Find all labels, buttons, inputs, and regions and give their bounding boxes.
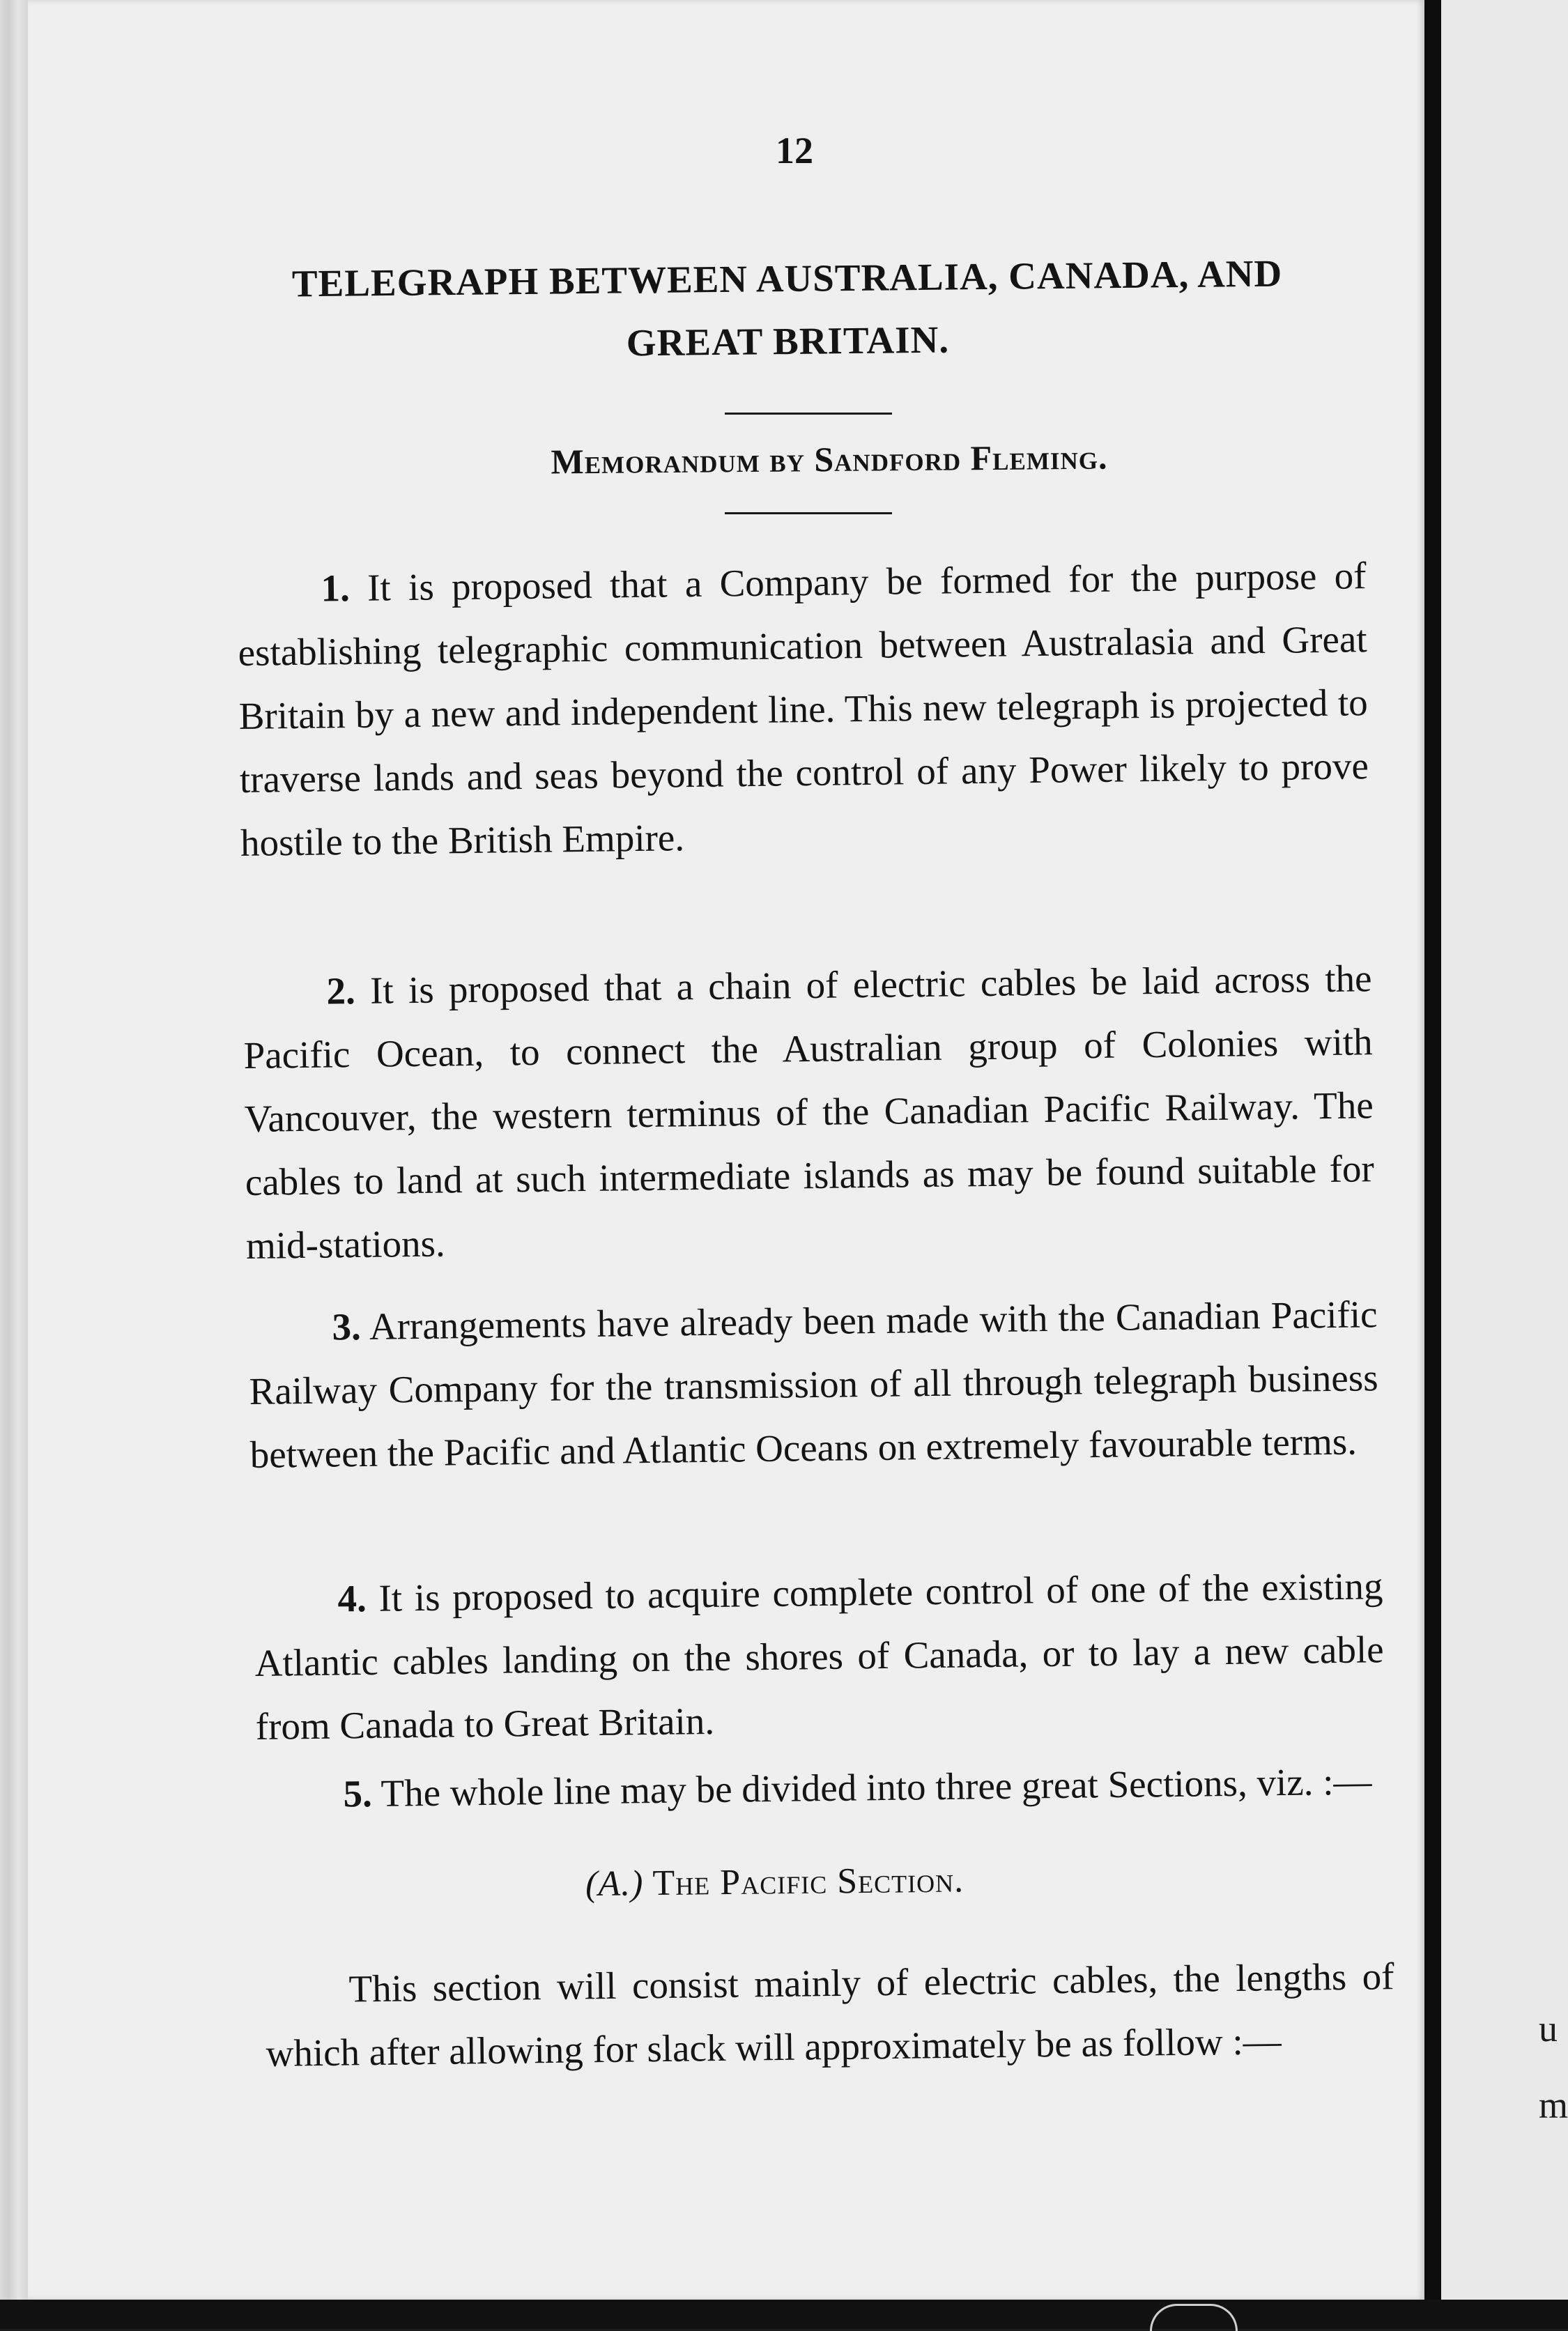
section-heading bbox=[585, 1858, 1144, 1905]
paragraph-text: Arrangements have already been made with the Canadian Pacific Railway Company for the transmission of all through telegraph business between the Pacific and Atlantic Oceans on extremely favourable terms. bbox=[249, 1293, 1378, 1476]
paragraph-text: The whole line may be divided into three great Sections, viz. :— bbox=[381, 1760, 1372, 1815]
paragraph-text: It is proposed that a chain of electric cables be laid across the Pacific Ocean, to connect the Australian group of Colonies with Vancouver, the western terminus of the Canadian Pacific Railway. The cables to land at such intermediate islands as may be found suitable for mid-stations. bbox=[243, 957, 1375, 1267]
page-number: 12 bbox=[776, 130, 813, 171]
paragraph-number: 1. bbox=[321, 567, 351, 610]
paragraph-4 bbox=[254, 1554, 1385, 1758]
paragraph-3 bbox=[248, 1282, 1379, 1486]
paragraph-text: This section will consist mainly of electric cables, the lengths of which after allowing for slack will approximately be as follow :— bbox=[266, 1955, 1394, 2075]
title-line-2: GREAT BRITAIN. bbox=[626, 318, 950, 364]
adjacent-page-fragment: u bbox=[1539, 2008, 1558, 2049]
paragraph-5 bbox=[259, 1749, 1389, 1826]
memorandum-byline: Memorandum by Sandford Fleming. bbox=[551, 437, 1108, 482]
paragraph-1 bbox=[237, 544, 1369, 875]
section-title: The Pacific Section. bbox=[652, 1860, 964, 1904]
section-letter: (A.) bbox=[585, 1863, 644, 1905]
paragraph-text: It is proposed to acquire complete control of one of the existing Atlantic cables landing on the shores of Canada, or to lay a new cable from Canada to Great Britain. bbox=[254, 1564, 1384, 1748]
scan-marker bbox=[1150, 2304, 1238, 2331]
title-line-1: TELEGRAPH BETWEEN AUSTRALIA, CANADA, AND bbox=[291, 252, 1283, 305]
paragraph-2 bbox=[243, 946, 1375, 1277]
paragraph-text: It is proposed that a Company be formed for the purpose of establishing telegraphic communication between Australasia and Great Britain by a new and independent line. This new telegraph is projected to traverse lands and seas beyond the control of any Power likely to prove hostile to the British Empire. bbox=[238, 554, 1369, 864]
adjacent-page bbox=[1441, 0, 1568, 2300]
paragraph-number: 3. bbox=[332, 1305, 362, 1348]
paragraph-closing bbox=[265, 1944, 1395, 2085]
rule-bottom bbox=[725, 512, 892, 514]
paragraph-number: 2. bbox=[326, 969, 356, 1013]
rule-top bbox=[725, 413, 892, 415]
paragraph-number: 4. bbox=[337, 1577, 367, 1620]
page-title bbox=[229, 242, 1346, 379]
adjacent-page-fragment: m bbox=[1539, 2084, 1568, 2126]
scan-bottom-edge bbox=[0, 2300, 1568, 2329]
paragraph-number: 5. bbox=[343, 1772, 373, 1815]
